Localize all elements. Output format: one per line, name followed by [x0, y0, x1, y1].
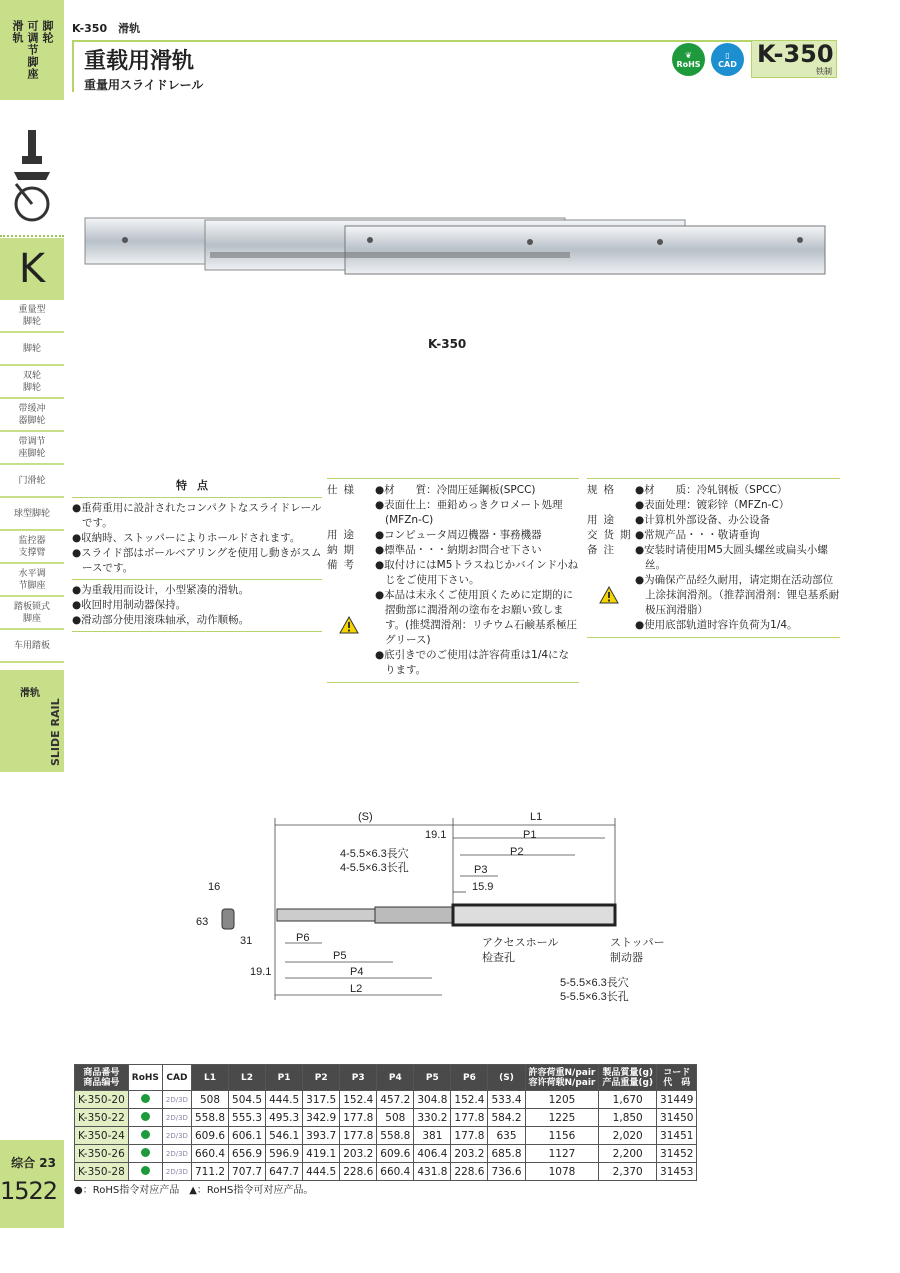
- table-cell: 177.8: [451, 1109, 488, 1127]
- rohs-cell: [128, 1127, 162, 1145]
- feature-item: ●スライド部はボールベアリングを使用し動きがスムースです。: [72, 547, 322, 574]
- cad-download-link[interactable]: 2D/3D: [162, 1091, 191, 1109]
- table-cell: 177.8: [340, 1127, 377, 1145]
- table-cell: 228.6: [340, 1163, 377, 1181]
- model-number: K-350: [757, 40, 834, 68]
- table-cell: 304.8: [414, 1091, 451, 1109]
- page-number: 1522: [0, 1177, 58, 1205]
- hole5-jp: 5-5.5×6.3長穴: [560, 977, 629, 989]
- dim-p3: P3: [474, 864, 488, 876]
- stopper-cn: 制动器: [610, 952, 643, 964]
- table-cell: 647.7: [266, 1163, 303, 1181]
- dim-s: (S): [358, 811, 373, 823]
- rohs-cell: [128, 1091, 162, 1109]
- cad-download-link[interactable]: 2D/3D: [162, 1109, 191, 1127]
- table-row: [75, 1145, 697, 1163]
- hole4-jp: 4-5.5×6.3長穴: [340, 848, 409, 860]
- rohs-dot-icon: [141, 1148, 150, 1157]
- spec-key: 备注: [587, 544, 620, 556]
- sidebar-item[interactable]: 车用踏板: [0, 630, 64, 663]
- table-cell: 558.8: [377, 1127, 414, 1145]
- table-cell: 203.2: [451, 1145, 488, 1163]
- page-subtitle: 重量用スライドレール: [84, 78, 204, 92]
- table-cell: 558.8: [191, 1109, 228, 1127]
- rohs-dot-icon: [141, 1166, 150, 1175]
- table-cell: 152.4: [340, 1091, 377, 1109]
- cad-download-link[interactable]: 2D/3D: [162, 1145, 191, 1163]
- spec-value: ●为确保产品经久耐用，请定期在活动部位上涂抹润滑剂。（推荐润滑剂：锂皂基系耐极压润滑脂）: [635, 574, 840, 616]
- sidebar-nav: [0, 300, 64, 663]
- dim-p6: P6: [296, 932, 310, 944]
- page-box: [0, 1140, 64, 1228]
- sidebar-item-label: 滑轨: [20, 688, 40, 699]
- access-cn: 检查孔: [482, 952, 515, 964]
- table-cell: 504.5: [229, 1091, 266, 1109]
- caster-icon: [0, 100, 64, 232]
- spec-table: [74, 1064, 697, 1181]
- table-cell: 707.7: [229, 1163, 266, 1181]
- spec-value: ●安装时请使用M5大圆头螺丝或扁头小螺丝。: [635, 544, 828, 571]
- column-header: コード 代 码: [657, 1065, 697, 1091]
- dim-l1: L1: [530, 811, 543, 823]
- table-cell: 31452: [657, 1145, 697, 1163]
- table-cell: 381: [414, 1127, 451, 1145]
- table-cell: 393.7: [303, 1127, 340, 1145]
- sidebar-item[interactable]: 带调节 座脚轮: [0, 432, 64, 465]
- table-cell: 1078: [525, 1163, 599, 1181]
- table-cell: 508: [377, 1109, 414, 1127]
- category-label: 脚轮: [41, 20, 54, 44]
- spec-value: ●表面处理：镀彩锌（MFZn-C）: [635, 499, 790, 511]
- table-cell: 177.8: [451, 1127, 488, 1145]
- product-code: K-350-22: [75, 1109, 129, 1127]
- table-cell: 1225: [525, 1109, 599, 1127]
- table-cell: 660.4: [377, 1163, 414, 1181]
- section-letter: K: [0, 238, 64, 300]
- table-cell: 495.3: [266, 1109, 303, 1127]
- column-header: (S): [488, 1065, 525, 1091]
- spec-value: ●材 質：冷間圧延鋼板(SPCC): [375, 484, 536, 496]
- column-header: 商品番号 商品编号: [75, 1065, 129, 1091]
- table-cell: 660.4: [191, 1145, 228, 1163]
- spec-key: 納期: [327, 544, 360, 556]
- cad-download-link[interactable]: 2D/3D: [162, 1163, 191, 1181]
- sidebar-item[interactable]: 双轮 脚轮: [0, 366, 64, 399]
- table-cell: 1156: [525, 1127, 599, 1145]
- table-cell: 342.9: [303, 1109, 340, 1127]
- feature-item: ●収納時、ストッパーによりホールドされます。: [72, 532, 301, 544]
- table-cell: 177.8: [340, 1109, 377, 1127]
- feature-item: ●滑动部分使用滚珠轴承，动作顺畅。: [72, 614, 250, 626]
- product-code: K-350-26: [75, 1145, 129, 1163]
- table-cell: 419.1: [303, 1145, 340, 1163]
- table-cell: 1205: [525, 1091, 599, 1109]
- spec-key: 備考: [327, 559, 360, 571]
- sidebar-item[interactable]: 门滑轮: [0, 465, 64, 498]
- table-cell: 685.8: [488, 1145, 525, 1163]
- dim-159: 15.9: [472, 881, 494, 893]
- document-icon: ▯: [725, 50, 730, 60]
- rohs-dot-icon: [141, 1112, 150, 1121]
- dim-l2: L2: [350, 983, 363, 995]
- spec-key: 用途: [587, 514, 620, 526]
- spec-value: ●常规产品・・・敬请垂询: [635, 529, 760, 541]
- warning-icon: [339, 616, 359, 634]
- sidebar-item[interactable]: 脚轮: [0, 333, 64, 366]
- features-title: 特点: [176, 479, 218, 492]
- breadcrumb: K-350 滑轨: [72, 22, 141, 35]
- spec-value: ●取付けにはM5トラスねじかバインド小ねじをご使用下さい。: [375, 559, 579, 586]
- dim-p2: P2: [510, 846, 524, 858]
- table-cell: 228.6: [451, 1163, 488, 1181]
- column-header: P6: [451, 1065, 488, 1091]
- cad-download-link[interactable]: 2D/3D: [162, 1127, 191, 1145]
- spec-key: 仕様: [327, 484, 360, 496]
- table-cell: 330.2: [414, 1109, 451, 1127]
- column-header: L1: [191, 1065, 228, 1091]
- column-header: 製品質量(g) 产品重量(g): [599, 1065, 657, 1091]
- sidebar-item-slide-rail[interactable]: [0, 670, 64, 772]
- column-header: L2: [229, 1065, 266, 1091]
- stopper-jp: ストッパー: [610, 937, 665, 949]
- table-cell: 711.2: [191, 1163, 228, 1181]
- product-photo: [80, 200, 840, 280]
- product-code: K-350-28: [75, 1163, 129, 1181]
- table-cell: 444.5: [266, 1091, 303, 1109]
- column-header: RoHS: [128, 1065, 162, 1091]
- table-cell: 457.2: [377, 1091, 414, 1109]
- table-cell: 31453: [657, 1163, 697, 1181]
- column-header: P3: [340, 1065, 377, 1091]
- table-cell: 152.4: [451, 1091, 488, 1109]
- table-row: [75, 1163, 697, 1181]
- category-label: 滑轨: [11, 20, 24, 44]
- table-cell: 444.5: [303, 1163, 340, 1181]
- table-cell: 555.3: [229, 1109, 266, 1127]
- sidebar-item[interactable]: 带缓冲 器脚轮: [0, 399, 64, 432]
- sidebar-item-en-label: SLIDE RAIL: [49, 698, 62, 766]
- rohs-cell: [128, 1109, 162, 1127]
- legend: ●：RoHS指令对应产品 ▲：RoHS指令可对应产品。: [74, 1185, 314, 1196]
- table-cell: 584.2: [488, 1109, 525, 1127]
- table-cell: 609.6: [191, 1127, 228, 1145]
- photo-caption: K-350: [428, 337, 467, 351]
- features-section: [72, 478, 322, 632]
- sidebar-item[interactable]: 球型脚轮: [0, 498, 64, 531]
- rohs-cell: [128, 1163, 162, 1181]
- table-cell: 546.1: [266, 1127, 303, 1145]
- table-cell: 31449: [657, 1091, 697, 1109]
- column-header: P1: [266, 1065, 303, 1091]
- table-cell: 2,370: [599, 1163, 657, 1181]
- dimension-drawing: [190, 730, 670, 1010]
- dim-31: 31: [240, 935, 253, 947]
- spec-value: ●標準品・・・納期お問合せ下さい: [375, 544, 542, 556]
- table-cell: 606.1: [229, 1127, 266, 1145]
- table-cell: 533.4: [488, 1091, 525, 1109]
- table-cell: 1,670: [599, 1091, 657, 1109]
- section-number: 综合 23: [11, 1156, 56, 1170]
- table-cell: 31450: [657, 1109, 697, 1127]
- spec-key: 用途: [327, 529, 360, 541]
- category-label: 可调节脚座: [26, 20, 39, 80]
- rohs-badge: ❦ RoHS: [672, 43, 705, 76]
- rohs-dot-icon: [141, 1094, 150, 1103]
- sidebar-item[interactable]: 水平调 节脚座: [0, 564, 64, 597]
- table-cell: 635: [488, 1127, 525, 1145]
- spec-value: ●材 质：冷轧钢板（SPCC）: [635, 484, 788, 496]
- table-cell: 203.2: [340, 1145, 377, 1163]
- category-box: [0, 0, 64, 100]
- table-row: [75, 1091, 697, 1109]
- column-header: P5: [414, 1065, 451, 1091]
- column-header: P2: [303, 1065, 340, 1091]
- table-cell: 2,200: [599, 1145, 657, 1163]
- feature-item: ●为重载用而设计，小型紧凑的滑轨。: [72, 584, 250, 596]
- table-cell: 1127: [525, 1145, 599, 1163]
- table-row: [75, 1109, 697, 1127]
- spec-key: 规格: [587, 484, 620, 496]
- product-code: K-350-24: [75, 1127, 129, 1145]
- table-cell: 31451: [657, 1127, 697, 1145]
- model-box: [751, 40, 837, 78]
- dim-16: 16: [208, 881, 221, 893]
- spec-value: ●底引きでのご使用は許容荷重は1/4になります。: [375, 649, 570, 676]
- table-cell: 656.9: [229, 1145, 266, 1163]
- hole5-cn: 5-5.5×6.3长孔: [560, 991, 629, 1003]
- sidebar-item[interactable]: 重量型 脚轮: [0, 300, 64, 333]
- material-label: 铁制: [816, 67, 832, 76]
- dim-p1: P1: [523, 829, 537, 841]
- feature-item: ●收回时用制动器保持。: [72, 599, 187, 611]
- rohs-cell: [128, 1145, 162, 1163]
- dim-63: 63: [196, 916, 209, 928]
- spec-value: ●コンピュータ周辺機器・事務機器: [375, 529, 542, 541]
- feature-item: ●重荷重用に設計されたコンパクトなスライドレールです。: [72, 502, 322, 529]
- table-cell: 596.9: [266, 1145, 303, 1163]
- dim-p5: P5: [333, 950, 347, 962]
- dim-p4: P4: [350, 966, 364, 978]
- product-code: K-350-20: [75, 1091, 129, 1109]
- cad-badge[interactable]: ▯ CAD: [711, 43, 744, 76]
- column-header: 許容荷重N/pair 容许荷载N/pair: [525, 1065, 599, 1091]
- table-cell: 2,020: [599, 1127, 657, 1145]
- spec-value: ●计算机外部设备、办公设备: [635, 514, 771, 526]
- sidebar-item[interactable]: 监控器 支撑臂: [0, 531, 64, 564]
- spec-value: ●表面仕上：亜鉛めっきクロメート処理 (MFZn-C): [375, 499, 605, 526]
- dim-191b: 19.1: [250, 966, 272, 978]
- dim-191: 19.1: [425, 829, 447, 841]
- access-jp: アクセスホール: [482, 937, 559, 949]
- column-header: P4: [377, 1065, 414, 1091]
- warning-icon: [599, 586, 619, 604]
- table-cell: 508: [191, 1091, 228, 1109]
- sidebar-item[interactable]: 踏板锁式 脚座: [0, 597, 64, 630]
- table-cell: 736.6: [488, 1163, 525, 1181]
- rohs-dot-icon: [141, 1130, 150, 1139]
- spec-cn: [587, 478, 840, 638]
- table-cell: 406.4: [414, 1145, 451, 1163]
- page-title: 重载用滑轨: [84, 49, 195, 74]
- table-cell: 609.6: [377, 1145, 414, 1163]
- leaf-icon: ❦: [685, 50, 692, 60]
- table-cell: 317.5: [303, 1091, 340, 1109]
- column-header: CAD: [162, 1065, 191, 1091]
- hole4-cn: 4-5.5×6.3长孔: [340, 862, 409, 874]
- spec-value: ●使用底部轨道时容许负荷为1/4。: [635, 619, 798, 631]
- spec-value: ●本品は末永くご使用頂くために定期的に摺動部に潤滑剤の塗布をお願い致します。(推奨潤滑剤：リチウム石鹸基系極圧グリース): [375, 589, 577, 646]
- spec-key: 交货期: [587, 529, 637, 541]
- table-cell: 431.8: [414, 1163, 451, 1181]
- table-cell: 1,850: [599, 1109, 657, 1127]
- table-row: [75, 1127, 697, 1145]
